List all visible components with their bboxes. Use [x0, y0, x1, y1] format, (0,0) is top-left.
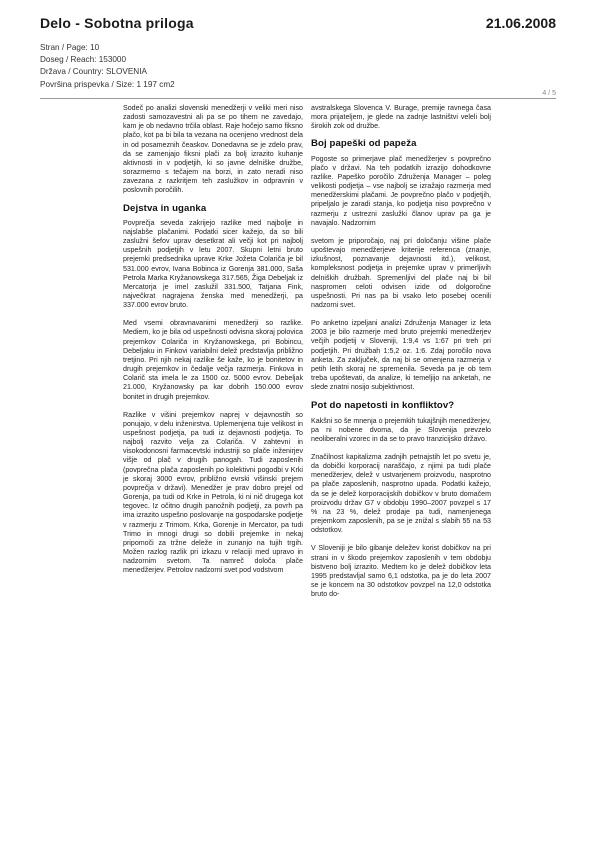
paragraph: Sodeč po analizi slovenski menedžerji v veliki meri niso zadosti samozavestni ali pa se po tihem ne zavedajo, kam je ob nedavno trčila oblast. Raje hočejo samo fiksno plačo, kot pa bi bila ta vezana na ocenjeno vrednost dela in od posameznih čeaskov. Donedavna se je zdelo prav, da se zamenjajo fiksni plači za bolj izrazito kuhanje aktivnosti in v podjetjih, ki so javne delniške družbe, sorazmerno s tečajem na borzi, in zato neradi niso zavezana z razkritjem teh zaslužkov in odpravnin v poslovnih poročilih. [123, 104, 303, 195]
paragraph: svetom je priporočajo, naj pri določanju višine plače upoštevajo menedžerjeve kriterije referenca (znanje, izkušnost, poznavanje dejavnosti itd.), velikost, kompleksnost podjetja in prejemke uprav v primerljivih delniških družbah. Spremenljivi del plače naj bi bil naspromen celoti odvisen izide od dolgoročne uspešnosti. Pri nas pa bi vsako leto posebej ocenili nadzorni svet. [311, 236, 491, 309]
meta-country: Država / Country: SLOVENIA [40, 67, 147, 77]
paragraph: V Sloveniji je bilo gibanje deležev korist dobičkov na pri strani in v škodo prejemkov zaposlenih v tem obdobju bistveno bolj izrazito. Medtem ko je delež dobičkov leta 1995 predstavljal samo 6,1 odstotka, pa je do leta 2007 se je koncem na 30 odstotkov povzpel na 12,0 odstotka bruto do- [311, 544, 491, 599]
meta-page: Stran / Page: 10 [40, 43, 100, 52]
paragraph: Pogoste so primerjave plač menedžerjev s povprečno plačo v državi. Na teh podatkih izrazijo dohodkovne razlike. Papeško poročilo Združenja Manager – poleg velikosti podjetja – vse najbolj se izražajo razmerja med menedžerskimi plačami. Je povprečno plačo v podjetjih, pripeljalo je zaradi stanja, ko podjetja niso povprečno v razmerju z ustrezni zaslužki članov uprav pa ga je navajalo. Nadzornim [311, 154, 491, 227]
publication-date: 21.06.2008 [485, 15, 556, 31]
paragraph: Povprečja seveda zakrijejo razlike med najbolje in najslabše plačanimi. Podatki sicer kažejo, da so bili zaslužni šefov uprav desetkrat ali večji kot pri najbolj uspešnih podjetjih v letu 2007. Skupni letni bruto prejemki predsednika uprave Krke Jožeta Colariča je bil 531.000 evrov, Ivana Bobinca iz Gorenja 381.000, Saša Petrola Marka Kryžanowskega 317.565, Žiga Debeljak iz Mercatorja je imel zaslužil 331.500, Tatjana Fink, največkrat nagrajena ženska med menedžerji, pa 337.000 evrov bruto. [123, 218, 303, 310]
header-divider [40, 98, 556, 99]
publication-title: Delo - Sobotna priloga [40, 15, 194, 31]
paragraph: Med vsemi obravnavanimi menedžerji so razlike. Mediem, ko je bila od uspešnosti odvisna skoraj polovica prejemkov Colariča in Kryžanowskega, pri Bobincu, Debeljaku in Finkovi variabilni delež predstavlja približno tretjino. Pri njih nekaj razlike še kaže, ko je bonitetov in drugih prejemkov in čedalje večja razmerja. Finkova in Colarič sta imela le za 1500 oz. 5000 evrov. Debeljak 21.000, Kryžanowsky pa kar dobrih 150.000 evrov bonitet in drugih prejemkov. [123, 319, 303, 401]
section-heading: Dejstva in uganka [123, 202, 207, 214]
article-meta [40, 42, 175, 91]
section-heading: Pot do napetosti in konfliktov? [311, 400, 455, 412]
paragraph: Kakšni so še mnenja o prejemkih tukajšnjih menedžerjev, pa ni nobene dvoma, da je Slovenija prevzelo neoliberalni vzorec in da se to pravo tranzicijsko državo. [311, 416, 491, 443]
paragraph: Značilnost kapitalizma zadnjih petnajstih let po svetu je, da dobički korporacij naraščajo, z njimi pa tudi plače menedžerjev, delež v ustvarjenem proizvodu, nasprotno pa plače zaposlenih, nasprotno upada. Podatki kažejo, da se je delež korporacijskih dobičkov v bruto domačem proizvodu držav G7 v obdobju 1990–2007 povzpel s 17 % na 23 %, delež prodaje pa tudi, namenjenega prejemkom zaposlenih, pa se je znižal s slabih 55 na 53 odstotkov. [311, 453, 491, 535]
section-heading: Boj papeški od papeža [311, 138, 417, 150]
paragraph: avstralskega Slovenca V. Burage, premije ravnega časa mora prijateljem, je glede na zadnje lastništvi veleli bolj širokih zok od družbe. [311, 104, 491, 131]
page-indicator: 4 / 5 [542, 90, 556, 97]
meta-size: Površina prispevka / Size: 1 197 cm2 [40, 79, 175, 89]
article-column-left [123, 104, 303, 585]
paragraph: Po anketno izpeljani analizi Združenja Manager iz leta 2003 je bilo razmerje med bruto prejemki menedžerjev večjih podjetij v Sloveniji, 1:9,4 vs 1:67 pri treh pri podjetjih. Pri družbah 1:5,2 oz. 1:6. Zdaj poročilo nova anketa. Za zaključek, da naj bi se omenjena razmerja v petih letih skoraj ne spremenila. Seveda pa je ob tem treba upoštevati, da analize, ki temeljijo na anketah, ne slede znatni nosijo subjektivnost. [311, 319, 491, 392]
article-column-right [311, 104, 491, 608]
meta-reach: Doseg / Reach: 153000 [40, 55, 127, 65]
paragraph: Razlike v višini prejemkov naprej v dejavnostih so ponujajo, v delu inženirstva. Uplemenjena tuje velikost in uspešnost podjetja, pa tudi iz dejavnosti podjetja. To najbolj razvito velja za Colariča. V zahtevni in visokodonosni farmacevtski industriji so plače inženirjev višje od plač v drugih panogah. Tudi zaposlenih (povprečna plača zaposlenih po kolektivni pogodbi v Krki je skoraj 3000 evrov, približno evrski višinski prejem povprečja v državi). Menedžer je prav dobro prejel od Gorenja, pa tudi od Krke in Petrola, ki ni nič drugega kot tegovec. Iz očitno drugih panožnih podjetji, za povrh pa ima izrazito uspešno poslovanje na gospodarske podjetje v razmerju z Trimom. Krka, Gorenje in Mercator, pa tudi Trimo in mnogi drugi so dobili prejemke in nekaj pripomoči za tržne deleže in zunanjo na tujih trgih. Možen razlog razlik pri izkazu v relaciji med upravo in nadzornim svetom. Ta namreč določa plače menedžerjev. Petrolov nadzorni svet pod vodstvom [123, 410, 303, 575]
